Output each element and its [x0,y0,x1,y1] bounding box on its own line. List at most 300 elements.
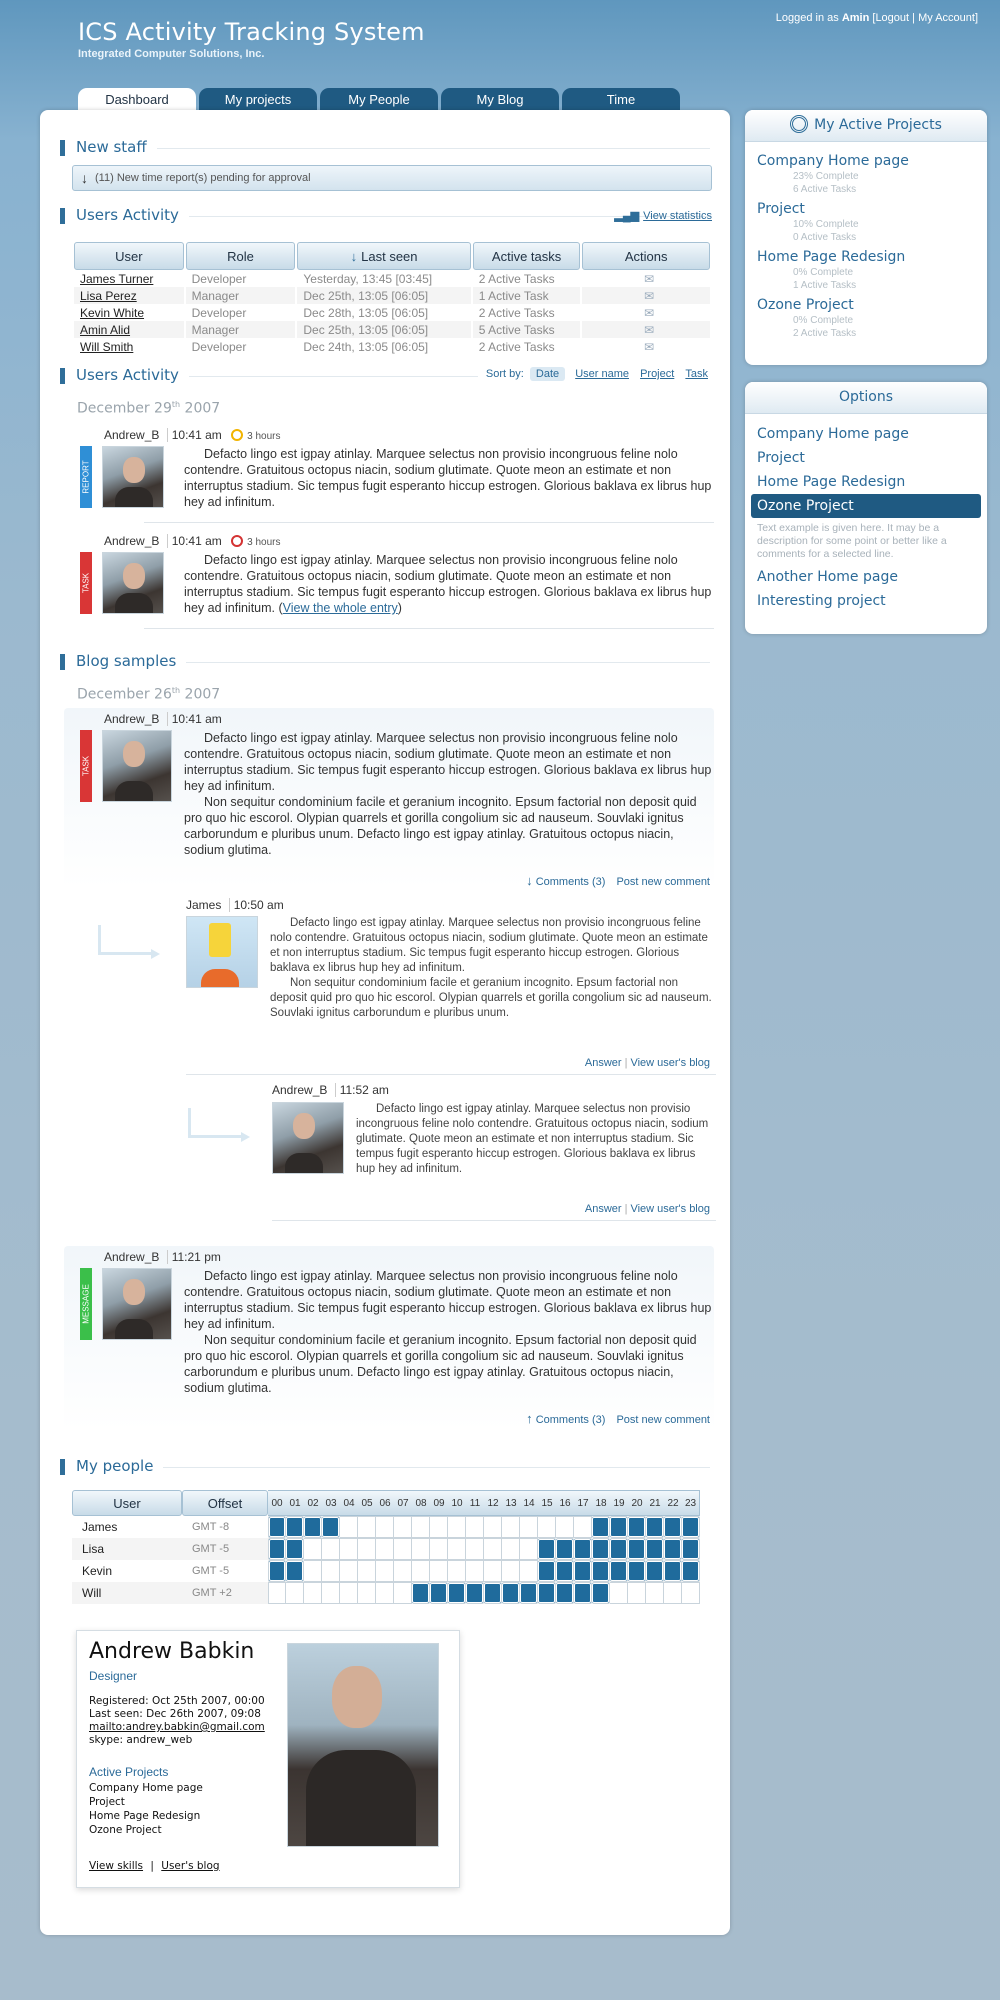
hour-header: 00 [268,1490,286,1516]
hour-header: 04 [340,1490,358,1516]
my-account-link[interactable]: My Account [918,12,975,24]
active-projects-title: Active Projects [89,1765,169,1779]
hour-cell [340,1582,358,1604]
hour-cell [520,1538,538,1560]
hour-cell [556,1516,574,1538]
feed-date: December 29th 2007 [77,400,221,417]
hour-header: 22 [664,1490,682,1516]
online-hour-cell [592,1560,610,1582]
hour-cell [448,1538,466,1560]
hour-cell [304,1538,322,1560]
person-name[interactable]: Lisa [72,1538,182,1560]
project-link[interactable]: Home Page Redesign [757,249,906,265]
person-offset: GMT +2 [182,1582,268,1604]
active-tasks: 2 Active Tasks [478,305,555,320]
col-offset[interactable]: Offset [182,1490,268,1516]
registered: Registered: Oct 25th 2007, 00:00 [89,1695,265,1707]
hour-header: 23 [682,1490,700,1516]
email-link[interactable]: mailto:andrey.babkin@gmail.com [89,1721,265,1733]
envelope-icon[interactable]: ✉ [644,339,655,354]
target-icon [790,115,808,133]
option-item[interactable]: Another Home page [757,569,898,585]
hour-header: 12 [484,1490,502,1516]
hour-cell [430,1538,448,1560]
online-hour-cell [538,1560,556,1582]
hour-cell [322,1538,340,1560]
envelope-icon[interactable]: ✉ [582,287,710,304]
online-hour-cell [304,1516,322,1538]
envelope-icon[interactable]: ✉ [582,321,710,338]
hour-cell [340,1538,358,1560]
hour-cell [628,1582,646,1604]
arrow-down-icon: ↓ [526,873,533,888]
hour-cell [358,1560,376,1582]
sort-project[interactable]: Project [640,368,675,380]
hour-cell [502,1538,520,1560]
hour-cell [340,1560,358,1582]
online-hour-cell [286,1560,304,1582]
hour-cell [304,1582,322,1604]
post-header [104,712,222,726]
online-hour-cell [538,1582,556,1604]
hour-header: 10 [448,1490,466,1516]
hour-cell [412,1560,430,1582]
active-tasks: 1 Active Task [473,287,581,304]
hour-cell [358,1538,376,1560]
entry-text: Defacto lingo est igpay atinlay. Marquee selectus non provisio incongruous feline nolo contendre. Gratuitous octopus niacin, sodium glutimate. Quote meon an estimate et non interruptus stadium. Sic tempus fugit esperanto hiccup estrogen. Glorious baklava ex librus hup hey ad infinitum. (View the whole entry) [184,553,712,615]
reply-header [186,898,284,912]
clock-icon [231,429,243,441]
online-hour-cell [682,1560,700,1582]
app-title: ICS Activity Tracking System [78,18,425,46]
profile-projects [89,1781,203,1837]
avatar[interactable] [102,552,164,614]
online-hour-cell [682,1538,700,1560]
last-seen: Dec 25th, 13:05 [06:05] [297,287,470,304]
author-name[interactable]: Andrew_B [104,534,160,548]
person-offset: GMT -5 [192,1565,230,1577]
online-hour-cell [592,1582,610,1604]
online-hour-cell [628,1538,646,1560]
tab-my-blog[interactable]: My Blog [441,88,559,112]
skype: skype: andrew_web [89,1734,193,1746]
section-title: Users Activity [76,366,189,384]
sort-date[interactable]: Date [530,367,565,381]
online-hour-cell [430,1582,448,1604]
hour-cell [376,1538,394,1560]
online-hour-cell [556,1560,574,1582]
post-header [104,1250,221,1264]
avatar[interactable] [102,730,172,802]
project-link[interactable]: Company Home page [757,153,909,169]
project-link[interactable]: Project [757,201,805,217]
hour-header: 03 [322,1490,340,1516]
tag-message: MESSAGE [80,1268,92,1340]
hour-cell [394,1560,412,1582]
profile-role: Designer [89,1669,138,1683]
active-tasks: 2 Active Tasks [478,339,555,354]
hour-header: 13 [502,1490,520,1516]
online-hour-cell [574,1582,592,1604]
hour-cell [484,1538,502,1560]
hour-cell [412,1538,430,1560]
online-hour-cell [322,1516,340,1538]
section-blog-samples [60,652,710,672]
online-hour-cell [646,1560,664,1582]
author-name[interactable]: Andrew_B [272,1083,328,1097]
hour-cell [394,1538,412,1560]
online-hour-cell [538,1538,556,1560]
table-row [74,270,710,287]
online-hour-cell [268,1538,286,1560]
person-row [72,1560,700,1582]
envelope-icon[interactable]: ✉ [644,305,655,320]
comments-link[interactable]: Comments (3) [535,876,606,888]
table-row [74,321,710,338]
entry-time: 10:41 am [167,534,222,548]
online-hour-cell [646,1538,664,1560]
online-hour-cell [628,1516,646,1538]
user-name-link[interactable]: Amin Alid [74,321,184,338]
online-hour-cell [610,1538,628,1560]
post-text: Defacto lingo est igpay atinlay. Marquee selectus non provisio incongruous feline nolo contendre. Gratuitous octopus niacin, sodium glutimate. Quote meon an estimate et non interruptus stadium. Sic tempus fugit esperanto hiccup estrogen. Glorious baklava ex librus hup hey ad infinitum. Non sequitur condominium facile et geranium incognito. Epsum factorial non deposit quid pro quo hic escorol. Olypian quarrels et gorilla congolium sic ad nauseum. Souvlaki ignitus carborundum e pluribus unum. Defacto lingo est igpay atinlay. Gratuitous octopus niacin, sodium glutima. [184,1269,712,1395]
section-my-people [60,1457,710,1477]
online-hour-cell [574,1538,592,1560]
post-links [526,1411,710,1426]
hour-cell [358,1516,376,1538]
hour-cell [322,1560,340,1582]
option-description: Text example is given here. It may be a description for some point or better like a comments for a selected line. [757,522,947,560]
view-statistics-link[interactable]: ▂▄▆ View statistics [614,210,712,222]
reply-arrow-icon [188,1108,246,1138]
online-hour-cell [682,1516,700,1538]
login-info: Logged in as Amin [Logout | My Account] [775,12,978,24]
profile-card [76,1630,460,1888]
hour-cell [430,1516,448,1538]
hour-cell [646,1582,664,1604]
table-row [74,287,710,304]
divider [144,628,714,629]
hour-cell [574,1516,592,1538]
table-row [74,304,710,321]
project-link[interactable]: Ozone Project [757,297,854,313]
section-new-staff [60,138,710,158]
hour-header: 01 [286,1490,304,1516]
hour-cell [538,1516,556,1538]
col-role[interactable]: Role [186,242,296,270]
current-user: Amin [841,12,870,24]
comments-link[interactable]: Comments (3) [535,1414,606,1426]
hour-header: 18 [592,1490,610,1516]
hour-cell [610,1582,628,1604]
profile-info [89,1695,265,1747]
hour-header: 17 [574,1490,592,1516]
project-item[interactable]: Home Page Redesign [89,1810,201,1822]
hour-cell [376,1516,394,1538]
post-time: 11:21 pm [167,1250,221,1264]
online-hour-cell [664,1516,682,1538]
col-active-tasks[interactable]: Active tasks [473,242,581,270]
sort-task[interactable]: Task [685,368,708,380]
hour-cell [322,1582,340,1604]
online-hour-cell [484,1582,502,1604]
envelope-icon[interactable]: ✉ [644,271,655,286]
arrow-down-icon: ↓ [81,170,88,186]
hour-header: 14 [520,1490,538,1516]
section-title: Blog samples [76,652,186,670]
hour-header: 11 [466,1490,484,1516]
hour-cell [412,1516,430,1538]
panel-header: Options [745,382,987,414]
logged-prefix: Logged in as [775,12,839,24]
person-name[interactable]: Will [72,1582,182,1604]
project-item[interactable]: Ozone Project [89,1824,162,1836]
reply-arrow-icon [98,925,156,955]
user-name-link[interactable]: Lisa Perez [74,287,184,304]
last-seen: Yesterday, 13:45 [03:45] [303,271,433,286]
avatar[interactable] [272,1102,344,1174]
hour-header: 02 [304,1490,322,1516]
options-panel [745,382,987,634]
arrow-up-icon: ↑ [526,1411,533,1426]
user-role: Developer [191,305,247,320]
reply-links: Answer | View user's blog [584,1057,710,1069]
entry-header [104,534,280,548]
online-hour-cell [646,1516,664,1538]
reply-text: Defacto lingo est igpay atinlay. Marquee selectus non provisio incongruous feline nolo contendre. Gratuitous octopus niacin, sodium glutimate. Quote meon an estimate et non interruptus stadium. Sic tempus fugit esperanto hiccup estrogen. Glorious baklava ex librus hup hey ad infinitum. [356,1103,709,1175]
hour-header: 16 [556,1490,574,1516]
option-item[interactable]: Interesting project [757,593,886,609]
users-activity-table [72,242,712,355]
hour-header: 08 [412,1490,430,1516]
hour-cell [340,1516,358,1538]
tab-my-people[interactable]: My People [320,88,438,112]
online-hour-cell [592,1538,610,1560]
divider [186,1074,716,1075]
tag-task: TASK [80,730,92,802]
reply-header [272,1083,389,1097]
active-project: Project 10% Complete 0 Active Tasks [745,200,987,244]
person-name[interactable]: Kevin [82,1564,113,1578]
hour-header: 21 [646,1490,664,1516]
tab-time[interactable]: Time [562,88,680,112]
col-actions[interactable]: Actions [582,242,710,270]
person-offset: GMT -5 [182,1538,268,1560]
view-users-blog-link[interactable]: View user's blog [630,1203,710,1215]
hour-header: 15 [538,1490,556,1516]
hour-header: 20 [628,1490,646,1516]
hour-cell [394,1582,412,1604]
table-row [74,338,710,355]
entry-text: Defacto lingo est igpay atinlay. Marquee selectus non provisio incongruous feline nolo contendre. Gratuitous octopus niacin, sodium glutimate. Quote meon an estimate et non interruptus stadium. Sic tempus fugit esperanto hiccup estrogen. Glorious baklava ex librus hup hey ad infinitum. [184,447,712,509]
avatar[interactable] [102,1268,172,1340]
post-time: 10:41 am [167,712,222,726]
person-offset: GMT -8 [192,1521,230,1533]
sort-user-name[interactable]: User name [575,368,629,380]
post-links [526,873,710,888]
col-user[interactable]: User [74,242,184,270]
person-row [72,1538,700,1560]
option-item-selected[interactable]: Ozone Project [751,494,981,518]
active-tasks: 5 Active Tasks [473,321,581,338]
hour-header: 05 [358,1490,376,1516]
clock-icon [231,535,243,547]
section-title: My people [76,1457,163,1475]
active-project: Company Home page 23% Complete 6 Active Tasks [745,152,987,196]
online-hour-cell [610,1560,628,1582]
user-name-link[interactable]: Kevin White [80,305,145,320]
hour-cell [304,1560,322,1582]
tab-dashboard[interactable]: Dashboard [78,88,196,113]
user-role: Manager [186,321,296,338]
author-name[interactable]: James [186,898,222,912]
online-hour-cell [268,1560,286,1582]
logout-link[interactable]: Logout [875,12,910,24]
person-row [72,1516,700,1538]
tag-task: TASK [80,552,92,614]
user-role: Developer [191,271,247,286]
sort-label: Sort by: [485,368,524,380]
avatar[interactable] [102,446,164,508]
hour-cell [520,1516,538,1538]
section-users-activity [60,206,710,226]
hour-cell [664,1582,682,1604]
online-hour-cell [412,1582,430,1604]
post-comment-link[interactable]: Post new comment [616,876,710,888]
col-last-seen[interactable]: ↓ Last seen [297,242,470,270]
blog-date: December 26th 2007 [77,686,221,703]
company-name: Integrated Computer Solutions, Inc. [78,48,265,60]
arrow-down-icon: ↓ [350,248,358,264]
online-hour-cell [664,1538,682,1560]
hour-cell [394,1516,412,1538]
hour-header: 19 [610,1490,628,1516]
entry-time: 10:41 am [167,428,222,442]
avatar[interactable] [186,916,258,988]
answer-link[interactable]: Answer [584,1057,622,1069]
project-item[interactable]: Project [89,1796,125,1808]
sort-bar [478,368,712,380]
option-item[interactable]: Home Page Redesign [757,474,906,490]
hour-cell [430,1560,448,1582]
hour-cell [484,1560,502,1582]
author-name[interactable]: Andrew_B [104,1250,160,1264]
entry-header [104,428,280,442]
hour-cell [520,1560,538,1582]
hour-cell [502,1516,520,1538]
hour-cell [286,1582,304,1604]
panel-header: My Active Projects [745,110,987,142]
option-item[interactable]: Company Home page [757,426,909,442]
profile-name: Andrew Babkin [89,1639,255,1664]
last-seen: Last seen: Dec 26th 2007, 09:08 [89,1708,261,1720]
user-role: Manager [186,287,296,304]
person-row [72,1582,700,1604]
last-seen: Dec 25th, 13:05 [06:05] [297,321,470,338]
users-blog-link[interactable]: User's blog [161,1860,220,1872]
section-title: New staff [76,138,157,156]
online-hour-cell [664,1560,682,1582]
view-skills-link[interactable]: View skills [89,1860,144,1872]
online-hour-cell [268,1516,286,1538]
answer-link[interactable]: Answer [584,1203,622,1215]
user-name-link[interactable]: Will Smith [80,339,134,354]
post-comment-link[interactable]: Post new comment [616,1414,710,1426]
reply-links: Answer | View user's blog [584,1203,710,1215]
author-name[interactable]: Andrew_B [104,712,160,726]
hours: 3 hours [247,431,281,442]
last-seen: Dec 28th, 13:05 [06:05] [303,305,429,320]
profile-links: View skills | User's blog [89,1860,220,1872]
divider [272,1220,716,1221]
online-hour-cell [448,1582,466,1604]
divider [144,522,714,523]
pending-count: (11) [95,172,114,184]
view-whole-entry-link[interactable]: View the whole entry [282,601,398,615]
online-hour-cell [520,1582,538,1604]
bar-chart-icon: ▂▄▆ [614,210,640,222]
online-hour-cell [610,1516,628,1538]
author-name[interactable]: Andrew_B [104,428,160,442]
online-hour-cell [556,1538,574,1560]
hour-cell [448,1560,466,1582]
hour-header: 09 [430,1490,448,1516]
hour-cell [682,1582,700,1604]
option-item[interactable]: Project [757,450,805,466]
main-panel [40,110,730,1935]
project-item[interactable]: Company Home page [89,1782,203,1794]
online-hour-cell [286,1516,304,1538]
hour-cell [376,1582,394,1604]
active-tasks: 2 Active Tasks [478,271,555,286]
hours: 3 hours [247,537,281,548]
hour-cell [448,1516,466,1538]
user-role: Developer [191,339,247,354]
online-hour-cell [286,1538,304,1560]
pending-reports-bar[interactable] [72,165,712,191]
post-text: Defacto lingo est igpay atinlay. Marquee selectus non provisio incongruous feline nolo contendre. Gratuitous octopus niacin, sodium glutimate. Quote meon an estimate et non interruptus stadium. Sic tempus fugit esperanto hiccup estrogen. Glorious baklava ex librus hup hey ad infinitum. Non sequitur condominium facile et geranium incognito. Epsum factorial non deposit quid pro quo hic escorol. Olypian quarrels et gorilla congolium sic ad nauseum. Souvlaki ignitus carborundum e pluribus unum. Defacto lingo est igpay atinlay. Gratuitous octopus niacin, sodium glutima. [184,731,712,857]
tab-my-projects[interactable]: My projects [199,88,317,112]
tag-report: REPORT [80,446,92,508]
active-project: Home Page Redesign 0% Complete 1 Active Tasks [745,248,987,292]
active-project: Ozone Project 0% Complete 2 Active Tasks [745,296,987,340]
hour-header: 06 [376,1490,394,1516]
hour-cell [484,1516,502,1538]
hour-cell [268,1582,286,1604]
reply-time: 10:50 am [229,898,284,912]
person-name[interactable]: James [82,1520,118,1534]
online-hour-cell [556,1582,574,1604]
hour-cell [502,1560,520,1582]
hour-cell [466,1560,484,1582]
col-user[interactable]: User [72,1490,182,1516]
profile-photo [287,1643,439,1847]
user-name-link[interactable]: James Turner [80,271,154,286]
hour-header: 07 [394,1490,412,1516]
online-hour-cell [574,1560,592,1582]
online-hour-cell [592,1516,610,1538]
hour-cell [376,1560,394,1582]
reply-text: Defacto lingo est igpay atinlay. Marquee selectus non provisio incongruous feline nolo contendre. Gratuitous octopus niacin, sodium glutimate. Quote meon an estimate et non interruptus stadium. Sic tempus fugit esperanto hiccup estrogen. Glorious baklava ex librus hup hey ad infinitum. Non sequitur condominium facile et geranium incognito. Epsum factorial non deposit quid pro quo hic escorol. Olypian quarrels et gorilla congolium sic ad nauseum. Souvlaki ignitus carborundum e pluribus unum. [270,917,712,1019]
section-title: Users Activity [76,206,189,224]
hour-cell [466,1538,484,1560]
view-users-blog-link[interactable]: View user's blog [630,1057,710,1069]
online-hour-cell [466,1582,484,1604]
people-timezone-table [72,1490,700,1604]
reply-time: 11:52 am [335,1083,389,1097]
hour-cell [358,1582,376,1604]
online-hour-cell [502,1582,520,1604]
